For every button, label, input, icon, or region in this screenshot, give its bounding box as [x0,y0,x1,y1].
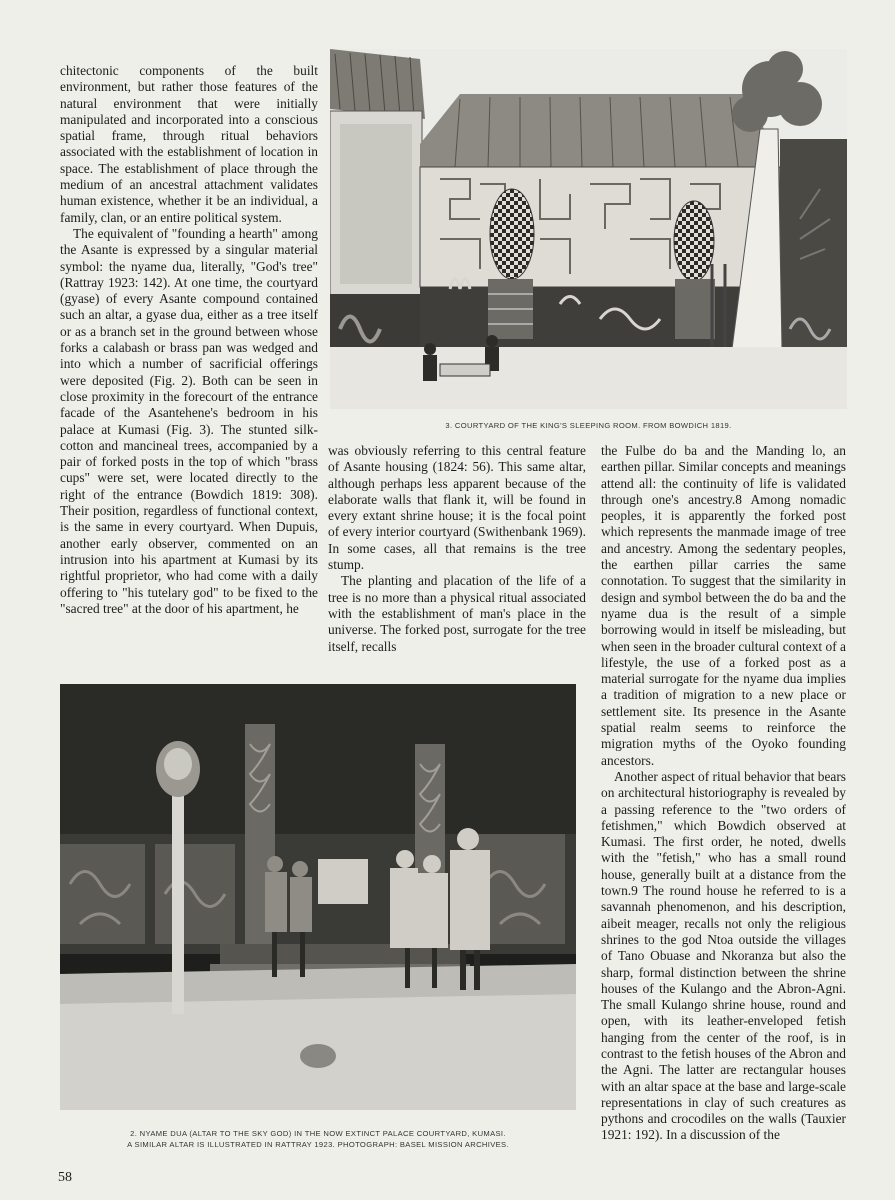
paragraph: chitectonic components of the built environment, but rather those features of the natural environment that were initially manipulated and incorporated into a conscious spatial frame, through ritual behaviors associated with the establishment of location in space. The establishment of place through the medium of an ancestral attachment validates human existence, whether it be an individual, a family, clan, or an entire political system. [60,63,318,225]
text-column-left [60,63,318,617]
page-number: 58 [58,1170,72,1185]
caption-line: A SIMILAR ALTAR IS ILLUSTRATED IN RATTRAY 1923. PHOTOGRAPH: BASEL MISSION ARCHIVES. [127,1140,509,1149]
paragraph: The planting and placation of the life of a tree is no more than a physical ritual associated with the establishment of man's place in the universe. The forked post, surrogate for the tree itself, recalls [328,573,586,654]
caption-line: 2. NYAME DUA (ALTAR TO THE SKY GOD) IN THE NOW EXTINCT PALACE COURTYARD, KUMASI. [130,1129,506,1138]
paragraph: The equivalent of "founding a hearth" among the Asante is expressed by a singular material symbol: the nyame dua, literally, "God's tree" (Rattray 1923: 142). At one time, the courtyard (gyase) of every Asante compound contained such an altar, a gyase dua, either as a tree itself or as a branch set in the ground between whose forks a calabash or brass pan was wedged and into which a number of sacrificial offerings were deposited (Fig. 2). Both can be seen in close proximity in the forecourt of the entrance facade of the Asantehene's bedroom in his palace at Kumasi (Fig. 3). The stunted silk-cotton and mancineal trees, accompanied by a pair of forked posts in the top of which "brass cups" were set, were located directly to the right of the entrance (Bowdich 1819: 308). Their position, regardless of functional context, is the same in every courtyard. When Dupuis, another early observer, commented on an intrusion into his apartment at Kumasi by its rightful proprietor, who had come with a daily offering to "his tutelary god" to be fixed to the "sacred tree" at the door of his apartment, he [60,225,318,616]
text-column-middle [328,443,586,655]
figure-3-caption: 3. COURTYARD OF THE KING'S SLEEPING ROOM. FROM BOWDICH 1819. [445,421,732,430]
figure-2-photograph [60,684,576,1110]
figure-3-engraving [330,49,847,409]
altar-photograph [60,684,576,1110]
courtyard-illustration [330,49,847,409]
paragraph: was obviously referring to this central feature of Asante housing (1824: 56). This same altar, although perhaps less apparent because of the elaborate walls that flank it, will be found in every extant shrine house; it is the focal point of every interior courtyard (Swithenbank 1969). In some cases, all that remains is the tree stump. [328,443,586,573]
paragraph: Another aspect of ritual behavior that bears on architectural historiography is revealed by a passing reference to the "two orders of fetishmen," which Bowdich observed at Kumasi. The first order, he noted, dwells with the "fetish," who has a small round house, generally built at a distance from the town.9 The round house he referred to is a savannah phenomenon, and his description, aibeit meager, recalls not only the religious shrines to the god Ntoa outside the villages of Tano Obuase and Nkoranza but also the sharp, formal distinction between the shrine houses of the Kulango and the Abron-Agni. The small Kulango shrine house, round and open, with its leather-enveloped fetish hanging from the center of the roof, is in contrast to the fetish houses of the Abron and the Agni. The latter are rectangular houses with an altar space at the base and large-scale representations in clay of such creatures as pythons and crocodiles on the walls (Tauxier 1921: 192). In a discussion of the [601,768,847,1143]
text-column-right [601,443,846,1144]
figure-2-caption [60,1128,576,1150]
paragraph: the Fulbe do ba and the Manding lo, an earthen pillar. Similar concepts and meanings attend all: the continuity of life is validated through one's ancestry.8 Among nomadic peoples, it is apparently the forked post which represents the manmade image of tree and ancestry. Among the sedentary peoples, the earthen pillar carries the same connotation. To suggest that the similarity in design and symbol between the do ba and the nyame dua is the result of a simple borrowing would in itself be misleading, but when seen in the broader cultural context of a lifestyle, the use of a forked post as a material surrogate for the nyame dua implies a tradition of migration to a new place or settlement site. Its presence in the Asante spatial realm seems to reinforce the migration myths of the Oyoko founding ancestors. [601,443,846,768]
